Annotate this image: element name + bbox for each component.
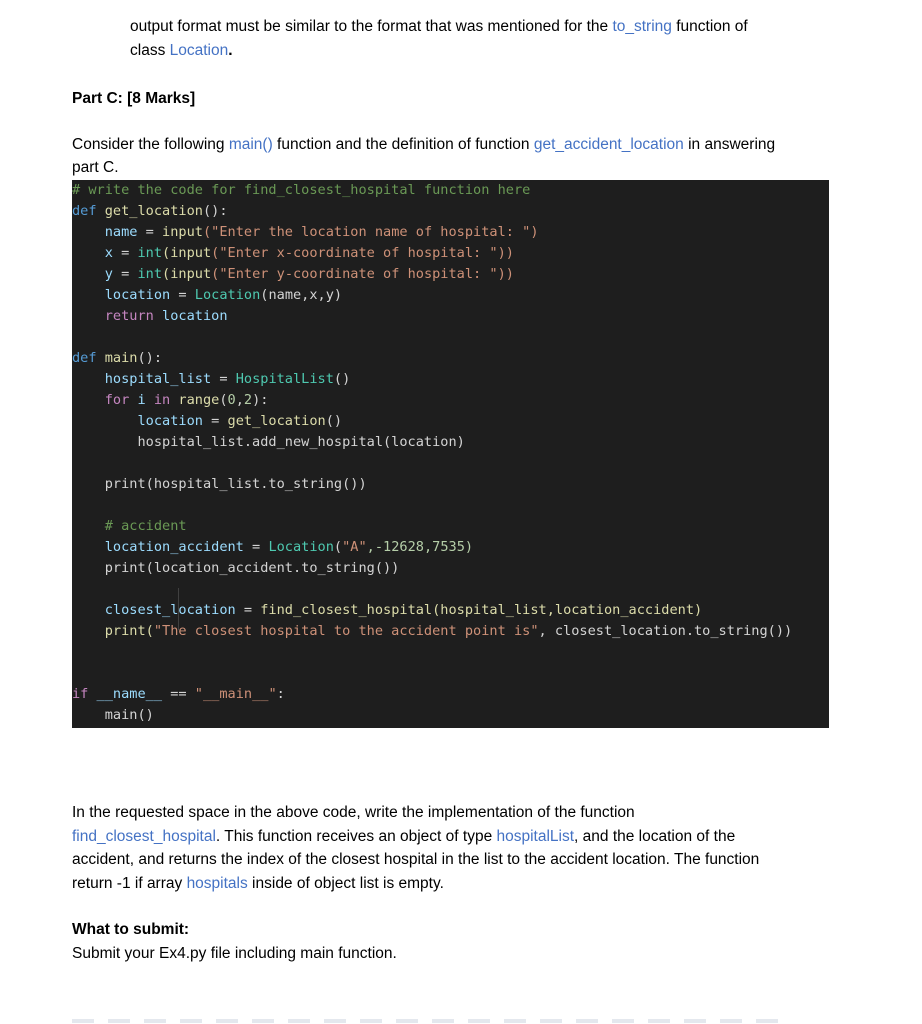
intro-line-1 <box>130 15 748 39</box>
code-class: Location <box>268 539 334 555</box>
code-keyword: if <box>72 686 89 702</box>
submit-heading: What to submit: <box>72 921 190 938</box>
code-line-print-accident: print(location_accident.to_string()) <box>72 560 400 576</box>
code-variable: x <box>72 245 113 261</box>
code-op: == <box>162 686 195 702</box>
code-op: = <box>112 266 138 282</box>
code-keyword: return <box>72 308 154 324</box>
code-string: ("Enter x-coordinate of hospital: ")) <box>211 245 514 261</box>
to-string-ref: to_string <box>612 18 672 35</box>
code-line-get-location-call <box>72 411 342 432</box>
code-text: (): <box>202 203 228 219</box>
code-builtin: (input <box>162 266 212 282</box>
code-line-comment-top: # write the code for find_closest_hospital function here <box>72 182 531 198</box>
hospitals-ref: hospitals <box>186 875 248 892</box>
code-function-name: get_location <box>96 203 203 219</box>
code-class: Location <box>194 287 261 303</box>
code-line-def-main <box>72 348 162 369</box>
code-text: (): <box>137 350 163 366</box>
code-line-location-accident <box>72 537 473 558</box>
code-variable: name <box>72 224 138 240</box>
code-string: "A" <box>342 539 367 555</box>
code-op: = <box>235 602 261 618</box>
code-text: ): <box>252 392 269 408</box>
consider-line-2: part C. <box>72 159 119 176</box>
code-function-call: get_location <box>227 413 326 429</box>
code-variable: hospital_list <box>72 371 212 387</box>
code-line-hospital-list <box>72 369 350 390</box>
intro-text: class <box>130 42 170 59</box>
page-footer-rule <box>72 1019 792 1023</box>
requested-text: . This function receives an object of type <box>215 828 497 845</box>
code-string: "__main__" <box>194 686 277 702</box>
code-line-for <box>72 390 268 411</box>
requested-line-3: accident, and returns the index of the closest hospital in the list to the accident location. The function <box>72 851 760 868</box>
code-builtin: print( <box>72 623 154 639</box>
code-class: HospitalList <box>235 371 334 387</box>
code-text: , <box>235 392 244 408</box>
code-builtin: range <box>170 392 220 408</box>
code-op: = <box>202 413 228 429</box>
requested-text: return -1 if array <box>72 875 187 892</box>
code-op: = <box>112 245 138 261</box>
code-line-location <box>72 285 342 306</box>
code-text: ( <box>219 392 228 408</box>
code-keyword: for <box>72 392 130 408</box>
code-variable: i <box>129 392 146 408</box>
main-ref: main() <box>228 136 273 153</box>
code-line-if-main <box>72 684 285 705</box>
code-variable: location_accident <box>72 539 244 555</box>
intro-text: output format must be similar to the format that was mentioned for the <box>130 18 613 35</box>
find-closest-hospital-ref: find_closest_hospital <box>72 828 216 845</box>
intro-line-2 <box>130 39 233 63</box>
code-op: = <box>211 371 236 387</box>
code-builtin: int <box>137 245 163 261</box>
submit-text: Submit your Ex4.py file including main function. <box>72 945 397 962</box>
code-line-name <box>72 222 539 243</box>
code-line-print-closest <box>72 621 792 642</box>
requested-text: , and the location of the <box>574 828 736 845</box>
code-string: ("Enter the location name of hospital: ") <box>202 224 539 240</box>
code-line-closest-location <box>72 600 702 621</box>
code-keyword: in <box>145 392 171 408</box>
code-text: () <box>333 371 351 387</box>
code-line-def-get-location <box>72 201 228 222</box>
code-variable: location <box>72 413 203 429</box>
code-variable: y <box>72 266 113 282</box>
code-line-return <box>72 306 228 327</box>
code-text: (name,x,y) <box>260 287 343 303</box>
code-block <box>72 180 829 728</box>
code-number: 0 <box>227 392 236 408</box>
consider-text: Consider the following <box>72 136 229 153</box>
code-line-add-hospital: hospital_list.add_new_hospital(location) <box>72 434 465 450</box>
code-string: "The closest hospital to the accident point is" <box>153 623 539 639</box>
code-op: = <box>243 539 269 555</box>
intro-period: . <box>228 42 233 59</box>
code-text: : <box>276 686 285 702</box>
code-function-name: main <box>96 350 138 366</box>
consider-text: in answering <box>683 136 776 153</box>
code-function-call: find_closest_hospital(hospital_list,location_accident) <box>260 602 703 618</box>
consider-line-1 <box>72 133 775 157</box>
part-c-heading: Part C: [8 Marks] <box>72 90 196 107</box>
code-keyword: def <box>72 203 97 219</box>
get-accident-location-ref: get_accident_location <box>533 136 684 153</box>
code-line-y <box>72 264 514 285</box>
code-number: 2 <box>243 392 253 408</box>
code-string: ("Enter y-coordinate of hospital: ")) <box>211 266 514 282</box>
code-op: = <box>137 224 163 240</box>
code-text: , closest_location.to_string()) <box>538 623 793 639</box>
code-text: () <box>325 413 343 429</box>
code-builtin: input <box>162 224 203 240</box>
code-builtin: (input <box>162 245 212 261</box>
location-class-ref: Location <box>169 42 229 59</box>
code-line-x <box>72 243 514 264</box>
code-variable: closest_location <box>72 602 236 618</box>
code-variable: location <box>72 287 171 303</box>
code-builtin: int <box>137 266 163 282</box>
requested-line-4 <box>72 872 444 896</box>
requested-line-2 <box>72 825 735 849</box>
requested-text: inside of object list is empty. <box>247 875 444 892</box>
code-op: = <box>170 287 195 303</box>
code-text: ( <box>333 539 343 555</box>
code-line-print-list: print(hospital_list.to_string()) <box>72 476 367 492</box>
code-variable: location <box>153 308 228 324</box>
hospital-list-ref: hospitalList <box>496 828 575 845</box>
code-keyword: def <box>72 350 97 366</box>
intro-text: function of <box>671 18 748 35</box>
code-number: ,-12628,7535) <box>366 539 474 555</box>
consider-text: function and the definition of function <box>272 136 534 153</box>
code-variable: __name__ <box>88 686 163 702</box>
requested-line-1: In the requested space in the above code, write the implementation of the function <box>72 804 635 821</box>
code-line-main-call: main() <box>72 707 154 723</box>
code-line-comment-accident: # accident <box>72 518 187 534</box>
